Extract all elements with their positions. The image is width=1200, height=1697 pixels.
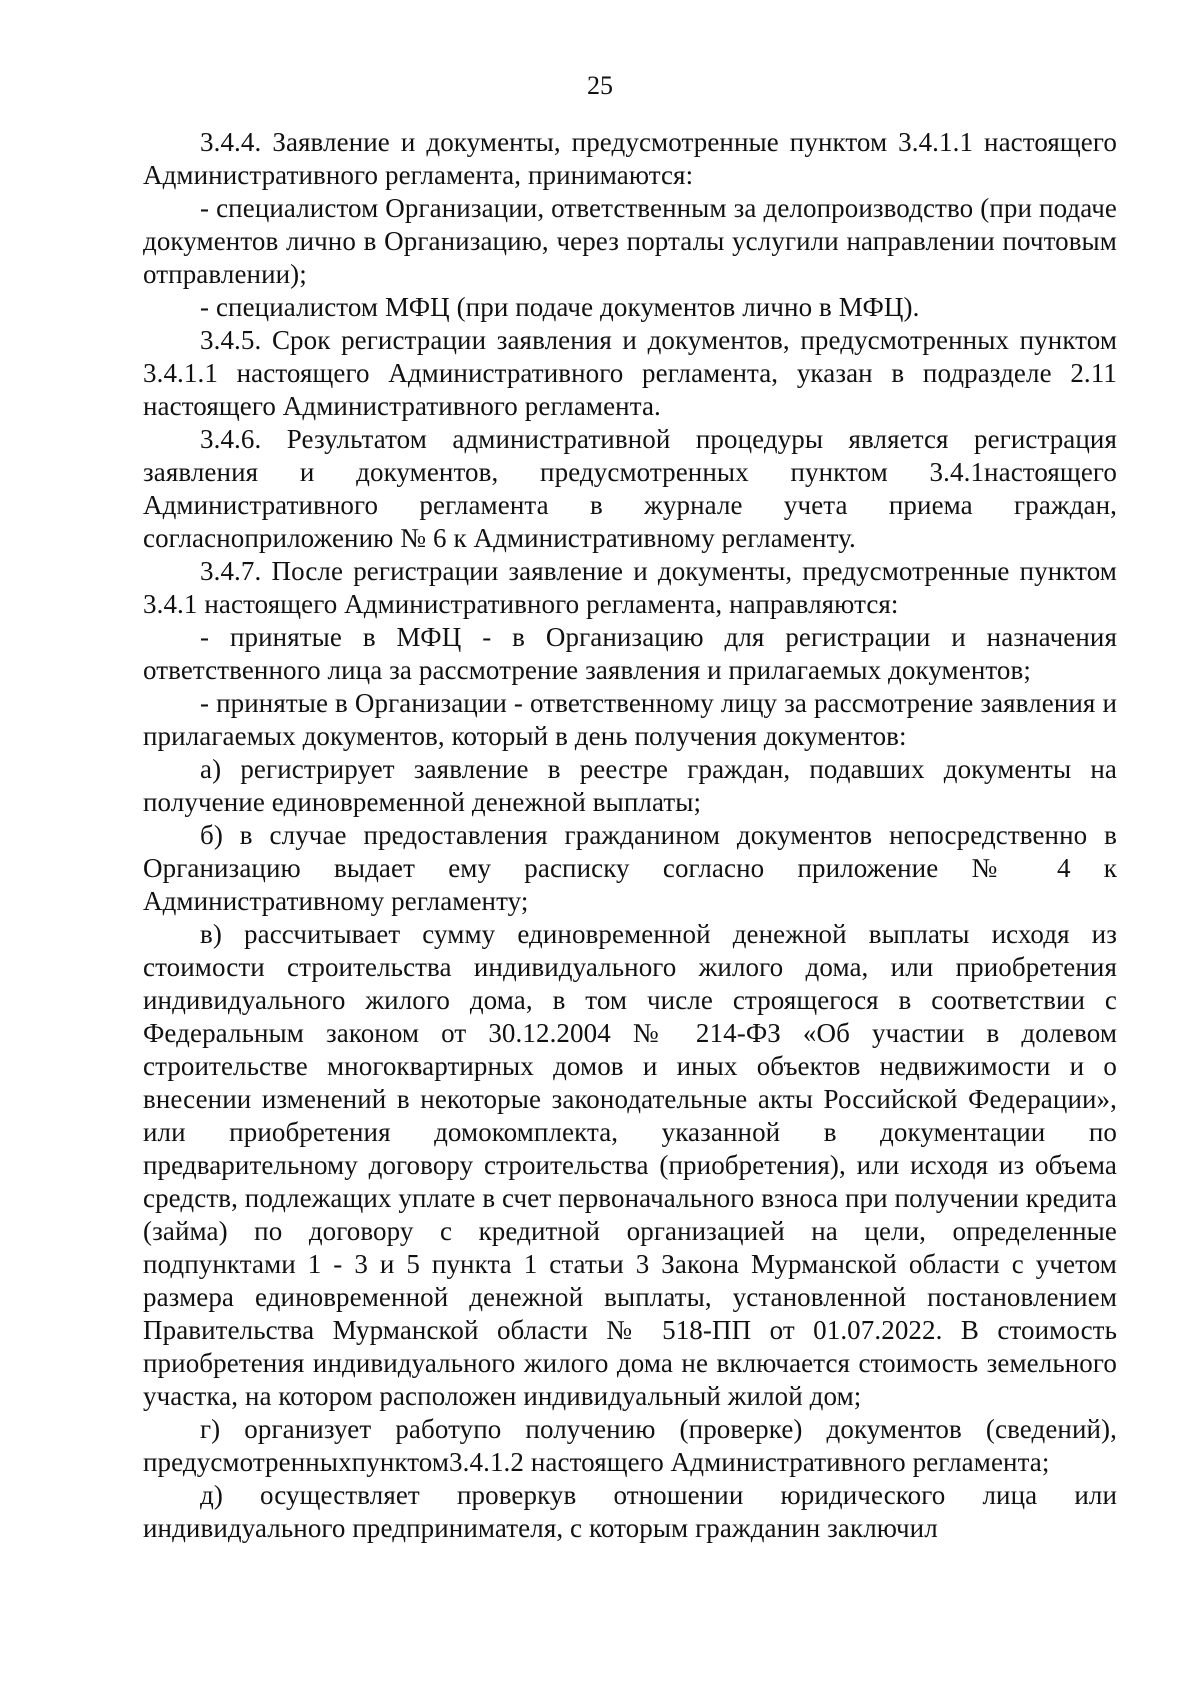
paragraph-item-b: б) в случае предоставления гражданином документов непосредственно в Организацию выдает ему расписку согласно приложение № 4 к Административному регламенту; (143, 820, 1117, 916)
paragraph-item-a: а) регистрирует заявление в реестре граждан, подавших документы на получение единовременной денежной выплаты; (143, 754, 1117, 817)
paragraph-mfc-specialist: - специалистом МФЦ (при подаче документов лично в МФЦ). (200, 292, 920, 322)
paragraph-item-v: в) рассчитывает сумму единовременной денежной выплаты исходя из стоимости строительства индивидуального жилого дома, или приобретения индивидуального жилого дома, в том числе строящегося в соответствии с Федеральным законом от 30.12.2004 № 214-ФЗ «Об участии в долевом строительстве многоквартирных домов и иных объектов недвижимости и о внесении изменений в некоторые законодательные акты Российской Федерации», или приобретения домокомплекта, указанной в документации по предварительному договору строительства (приобретения), или исходя из объема средств, подлежащих уплате в счет первоначального взноса при получении кредита (займа) по договору с кредитной организацией на цели, определенные подпунктами 1 - 3 и 5 пункта 1 статьи 3 Закона Мурманской области с учетом размера единовременной денежной выплаты, установленной постановлением Правительства Мурманской области № 518-ПП от 01.07.2022. В стоимость приобретения индивидуального жилого дома не включается стоимость земельного участка, на котором расположен индивидуальный жилой дом; (143, 919, 1118, 1411)
document-body (143, 126, 1117, 1545)
paragraph-org-specialist: - специалистом Организации, ответственным за делопроизводство (при подаче документов лично в Организацию, через порталы услугили направлении почтовым отправлении); (143, 193, 1117, 289)
paragraph-3-4-4: 3.4.4. Заявление и документы, предусмотренные пунктом 3.4.1.1 настоящего Административного регламента, принимаются: (143, 127, 1117, 190)
paragraph-3-4-7: 3.4.7. После регистрации заявление и документы, предусмотренные пунктом 3.4.1 настоящего Административного регламента, направляются: (143, 556, 1117, 619)
paragraph-accepted-mfc: - принятые в МФЦ - в Организацию для регистрации и назначения ответственного лица за рассмотрение заявления и прилагаемых документов; (143, 622, 1117, 685)
paragraph-3-4-5: 3.4.5. Срок регистрации заявления и документов, предусмотренных пунктом 3.4.1.1 настоящего Административного регламента, указан в подразделе 2.11 настоящего Административного регламента. (143, 325, 1117, 421)
paragraph-item-g: г) организует работупо получению (проверке) документов (сведений), предусмотренныхпунктом3.4.1.2 настоящего Административного регламента; (143, 1414, 1117, 1477)
paragraph-item-d: д) осуществляет проверкув отношении юридического лица или индивидуального предпринимателя, с которым гражданин заключил (143, 1480, 1117, 1543)
paragraph-3-4-6: 3.4.6. Результатом административной процедуры является регистрация заявления и документов, предусмотренных пунктом 3.4.1настоящего Административного регламента в журнале учета приема граждан, согласноприложению № 6 к Административному регламенту. (143, 424, 1117, 553)
page-number: 25 (587, 71, 613, 100)
paragraph-accepted-org: - принятые в Организации - ответственному лицу за рассмотрение заявления и прилагаемых документов, который в день получения документов: (143, 688, 1117, 751)
